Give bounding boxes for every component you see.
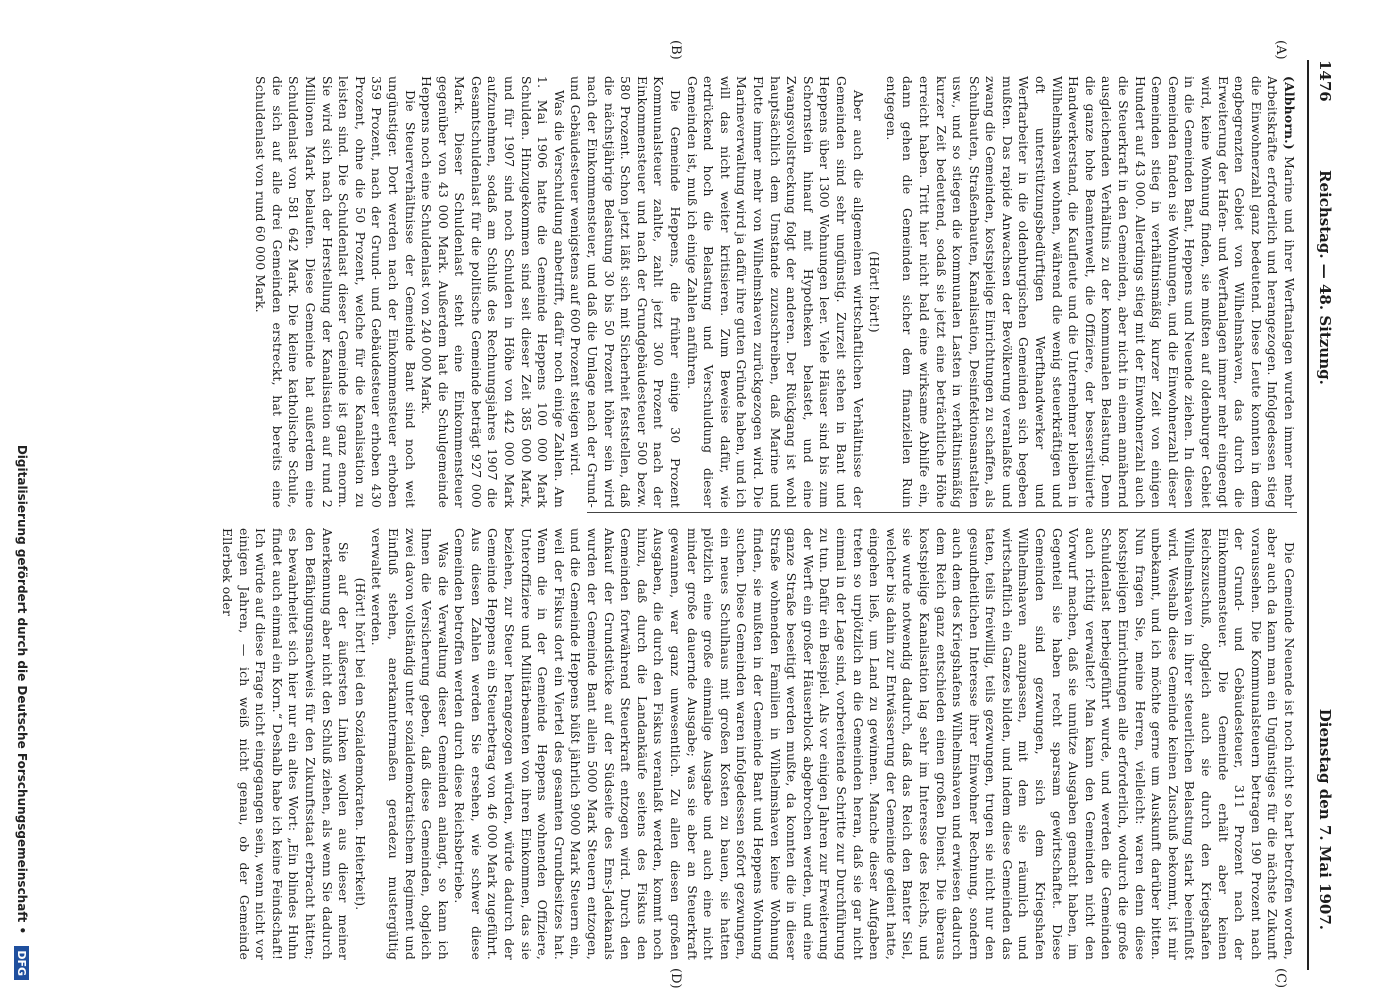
paragraph: Aber auch die allgemeinen wirtschaftlichen Verhältnisse der Gemeinden sind sehr ungünstig. Zurzeit stehen in Bant und Heppens über 1300 Wohnungen leer. Viele Häuser sind bis zum Schornstein hinauf mit Hypotheken belastet, und eine Zwangsvollstreckung folgt der anderen. Der Rückgang ist wohl hauptsächlich dem Umstande zuzuschreiben, daß Marine und Flotte immer mehr von Wilhelmshaven zurückgezogen wird. Die Marineverwaltung wird ja dafür ihre guten Gründe haben, und ich will das nicht weiter kritisieren. Zum Beweise dafür, wie erdrückend hoch die Belastung und Verschuldung dieser Gemeinden ist, muß ich einige Zahlen anführen. bbox=[684, 76, 866, 508]
interjection: (Hört! hört! bei den Sozialdemokraten. Heiterkeit). bbox=[352, 577, 368, 911]
margin-mark-d: (D) bbox=[668, 968, 683, 989]
paragraph: Was die Verwaltung dieser Gemeinden anlangt, so kann ich Ihnen die Versicherung geben, daß diese Gemeinden, obgleich zwei davon vollständig unter sozialdemokratischem Regiment und Einfluß stehen, anerkanntermaßen geradezu mustergültig verwaltet werden. bbox=[369, 528, 451, 960]
header-rule bbox=[1307, 60, 1309, 970]
paragraph: Marine und ihrer Werftanlagen wurden immer mehr Arbeitskräfte erforderlich und herangezogen. Infolgedessen stieg die Einwohnerzahl ganz bedeutend. Diese Leute konnten in dem engbegrenzten Gebiet von Wilhelmshaven, das durch die Erweiterung der Hafen- und Werftanlagen immer mehr eingeengt wird, keine Wohnung finden, sie mußten auf oldenburger Gebiet in die Gemeinden Bant, Heppens und Neuende ziehen. In diesen Gemeinden fanden sie Wohnungen, und die Einwohnerzahl dieser Gemeinden stieg in verhältnismäßig kurzer Zeit von einigen Hundert auf 43 000. Allerdings stieg mit der Einwohnerzahl auch die Steuerkraft in den Gemeinden, aber nicht in einem annähernd ausgleichenden Verhältnis zu der kommunalen Belastung. Denn die ganze hohe Beamtenwelt, die Offiziere, der bessersituierte Handwerkerstand, die Kaufleute und die Unternehmer bleiben in Wilhelmshaven wohnen, während die wenig steuerkräftigen und oft unterstützungsbedürftigen Werfthandwerker und Werftarbeiter in die oldenburgischen Gemeinden sich begeben mußten. Das rapide Anwachsen der Bevölkerung veranlaßte und zwang die Gemeinden, kostspielige Einrichtungen zu schaffen, als Schulbauten, Straßenbauten, Kanalisation, Desinfektionsanstalten usw., und so stiegen die kommunalen Lasten in verhältnismäßig kurzer Zeit bedeutend, sodaß sie jetzt eine beträchtliche Höhe erreicht haben. Tritt hier nicht bald eine wirksame Abhilfe ein, dann gehen die Gemeinden sicher dem finanziellen Ruin entgegen. bbox=[883, 76, 1297, 508]
paragraph: Die Gemeinde Heppens, die früher einige 30 Prozent Kommunalsteuer zahlte, zahlt jetzt 300 Prozent nach der Einkommensteuer und nach der Grundgebäudesteuer 500 bezw. 580 Prozent. Schon jetzt läßt sich mit Sicherheit feststellen, daß die nächstjährige Belastung 30 bis 50 Prozent höher sein wird nach der Einkommensteuer, und daß die Umlage nach der Grund- und Gebäudesteuer wenigstens auf 600 Prozent steigen wird. bbox=[568, 76, 684, 508]
header-left-title: Reichstag. — 48. Sitzung. bbox=[1316, 170, 1334, 385]
right-column bbox=[60, 528, 1297, 960]
speaker-name: (Albhorn.) bbox=[1282, 76, 1297, 150]
page-header bbox=[1310, 60, 1338, 970]
paragraph: Die Gemeinde Neuende ist noch nicht so hart betroffen worden, aber auch da kann man ein Ungünstiges für die nächste Zukunft voraussehen. Die Kommunalsteuern betragen 190 Prozent nach der Grund- und Gebäudesteuer, 311 Prozent nach der Einkommensteuer. Die Gemeinde erhält aber keinen Reichszuschuß, obgleich auch sie durch den Kriegshafen Wilhelmshaven in ihrer steuerlichen Belastung stark beeinflußt wird. Weshalb diese Gemeinde keinen Zuschuß bekommt, ist mir unbekannt, und ich möchte gerne um Auskunft darüber bitten. Nun fragen Sie, meine Herren, vielleicht: waren denn diese kostspieligen Einrichtungen alle erforderlich, wodurch die große Schuldenlast herbeigeführt wurde, und werden die Gemeinden auch richtig verwaltet? Man kann den Gemeinden nicht den Vorwurf machen, daß sie unnütze Ausgaben gemacht haben, im Gegenteil sie haben recht sparsam gewirtschaftet. Diese Gemeinden sind gezwungen, sich dem Kriegshafen Wilhelmshaven anzupassen, mit dem sie räumlich und wirtschaftlich ein Ganzes bilden, und indem diese Gemeinden das taten, teils freiwillig, teils gezwungen, trugen sie nicht nur den gesundheitlichen Interesse ihrer Einwohner Rechnung, sondern auch dem des Kriegshafens Wilhelmshaven und erwiesen dadurch dem Reich ganz entschieden einen großen Dienst. Die überaus kostspielige Kanalisation lag sehr im Interesse des Reichs, und sie wurde notwendig dadurch, daß das Reich den Banter Siel, welcher bis dahin zur Entwässerung der Gemeinde gedient hatte, eingehen ließ, um Land zu gewinnen. Manche dieser Aufgaben treten so urplötzlich an die Gemeinden heran, daß sie gar nicht einmal in der Lage sind, vorbereitende Schritte zur Durchführung zu tun. Dafür ein Beispiel. Als vor einigen Jahren zur Erweiterung der Werft ein großer Häuserblock abgebrochen werden, und eine ganze Straße beseitigt werden mußte, da konnten die in dieser Straße wohnenden Familien in Wilhelmshaven keine Wohnung finden, sie mußten in der Gemeinde Bant und Heppens Wohnung suchen. Diese Gemeinden waren infolgedessen sofort gezwungen, ein neues Schulhaus mit großen Kosten zu bauen, sie hatten plötzlich eine große einmalige Ausgabe und auch eine nicht minder große dauernde Ausgabe; was sie aber an Steuerkraft gewannen, war ganz unwesentlich. Zu allen diesen großen Ausgaben, die durch den Fiskus veranlaßt werden, kommt noch hinzu, daß durch die Landankäufe seitens des Fiskus den Gemeinden fortwährend Steuerkraft entzogen wird. Durch den Ankauf der Grundstücke auf der Südseite des Ems-Jadekanals wurden der Gemeinde Bant allein 5000 Mark Steuern entzogen, und die Gemeinde Heppens büßt jährlich 9000 Mark Steuern ein, weil der Fiskus dort ein Viertel des gesamten Grundbesitzes hat. Wenn die in der Gemeinde Heppens wohnenden Offiziere, Unteroffiziere und Militärbeamten von ihren Einkommen, das sie beziehen, zur Steuer herangezogen würden, würde dadurch der Gemeinde Heppens ein Steuerbetrag von 46 000 Mark zugeführt. Aus diesen Zahlen werden Sie ersehen, wie schwer diese Gemeinden betroffen werden durch diese Reichsbetriebe. bbox=[452, 528, 1297, 960]
paragraph: Die Steuerverhältnisse der Gemeinde Bant sind noch weit ungünstiger. Dort werden nach der Einkommensteuer erhoben 359 Prozent, nach der Grund- und Gebäudesteuer erhoben 430 Prozent, ohne die 50 Prozent, welche für die Kanalisation zu leisten sind. Die Schuldenlast dieser Gemeinde ist ganz enorm. Sie wird sich nach der Herstellung der Kanalisation auf rund 2 Millionen Mark belaufen. Diese Gemeinde hat außerdem eine Schuldenlast von 581 642 Mark. Die kleine katholische Schule, die sich auf alle drei Gemeinden erstreckt, hat bereits eine Schuldenlast von rund 60 000 Mark. bbox=[253, 76, 418, 508]
left-column bbox=[60, 76, 1297, 508]
margin-mark-a: (A) bbox=[1273, 40, 1288, 60]
paragraph: Sie auf der äußersten Linken wollen aus dieser meiner Anerkennung aber nicht den Schluß ziehen, als wenn Sie dadurch den Befähigungsnachweis für den Zukunftsstaat erbracht hätten; es bewahrheitet sich hier nur ein altes Wort: „Ein blindes Huhn findet auch einmal ein Korn.“ Deshalb habe ich keine Feindschaft! Ich würde auf diese Frage nicht eingegangen sein, wenn nicht vor einigen Jahren, — ich weiß nicht genau, ob der Gemeinde Ellerbek oder bbox=[220, 528, 352, 960]
dfg-logo: DFG bbox=[14, 946, 29, 980]
header-right-date: Dienstag den 7. Mai 1907. bbox=[1316, 708, 1334, 930]
column-divider bbox=[587, 512, 1297, 513]
interjection: (Hört! hört!) bbox=[867, 251, 883, 333]
page-number: 1476 bbox=[1316, 60, 1334, 102]
margin-mark-c: (C) bbox=[1273, 968, 1288, 989]
speaker-label bbox=[882, 76, 1297, 508]
credit-text: Digitalisierung gefördert durch die Deutsche Forschungsgemeinschaft • bbox=[15, 444, 29, 935]
digitization-credit bbox=[14, 0, 29, 1000]
margin-mark-b: (B) bbox=[668, 40, 683, 60]
paragraph: Was die Verschuldung anbetrifft, dafür noch einige Zahlen. Am 1. Mai 1906 hatte die Gemeinde Heppens 100 000 Mark Schulden. Hinzugekommen sind seit dieser Zeit 385 000 Mark, und für 1907 sind noch Schulden in Höhe von 442 000 Mark aufzunehmen, sodaß am Schluß des Rechnungsjahres 1907 die Gesamtschuldenlast für die politische Gemeinde beträgt 927 000 Mark. Dieser Schuldenlast steht eine Einkommensteuer gegenüber von 43 000 Mark. Außerdem hat die Schulgemeinde Heppens noch eine Schuldenlast von 240 000 Mark. bbox=[419, 76, 567, 508]
